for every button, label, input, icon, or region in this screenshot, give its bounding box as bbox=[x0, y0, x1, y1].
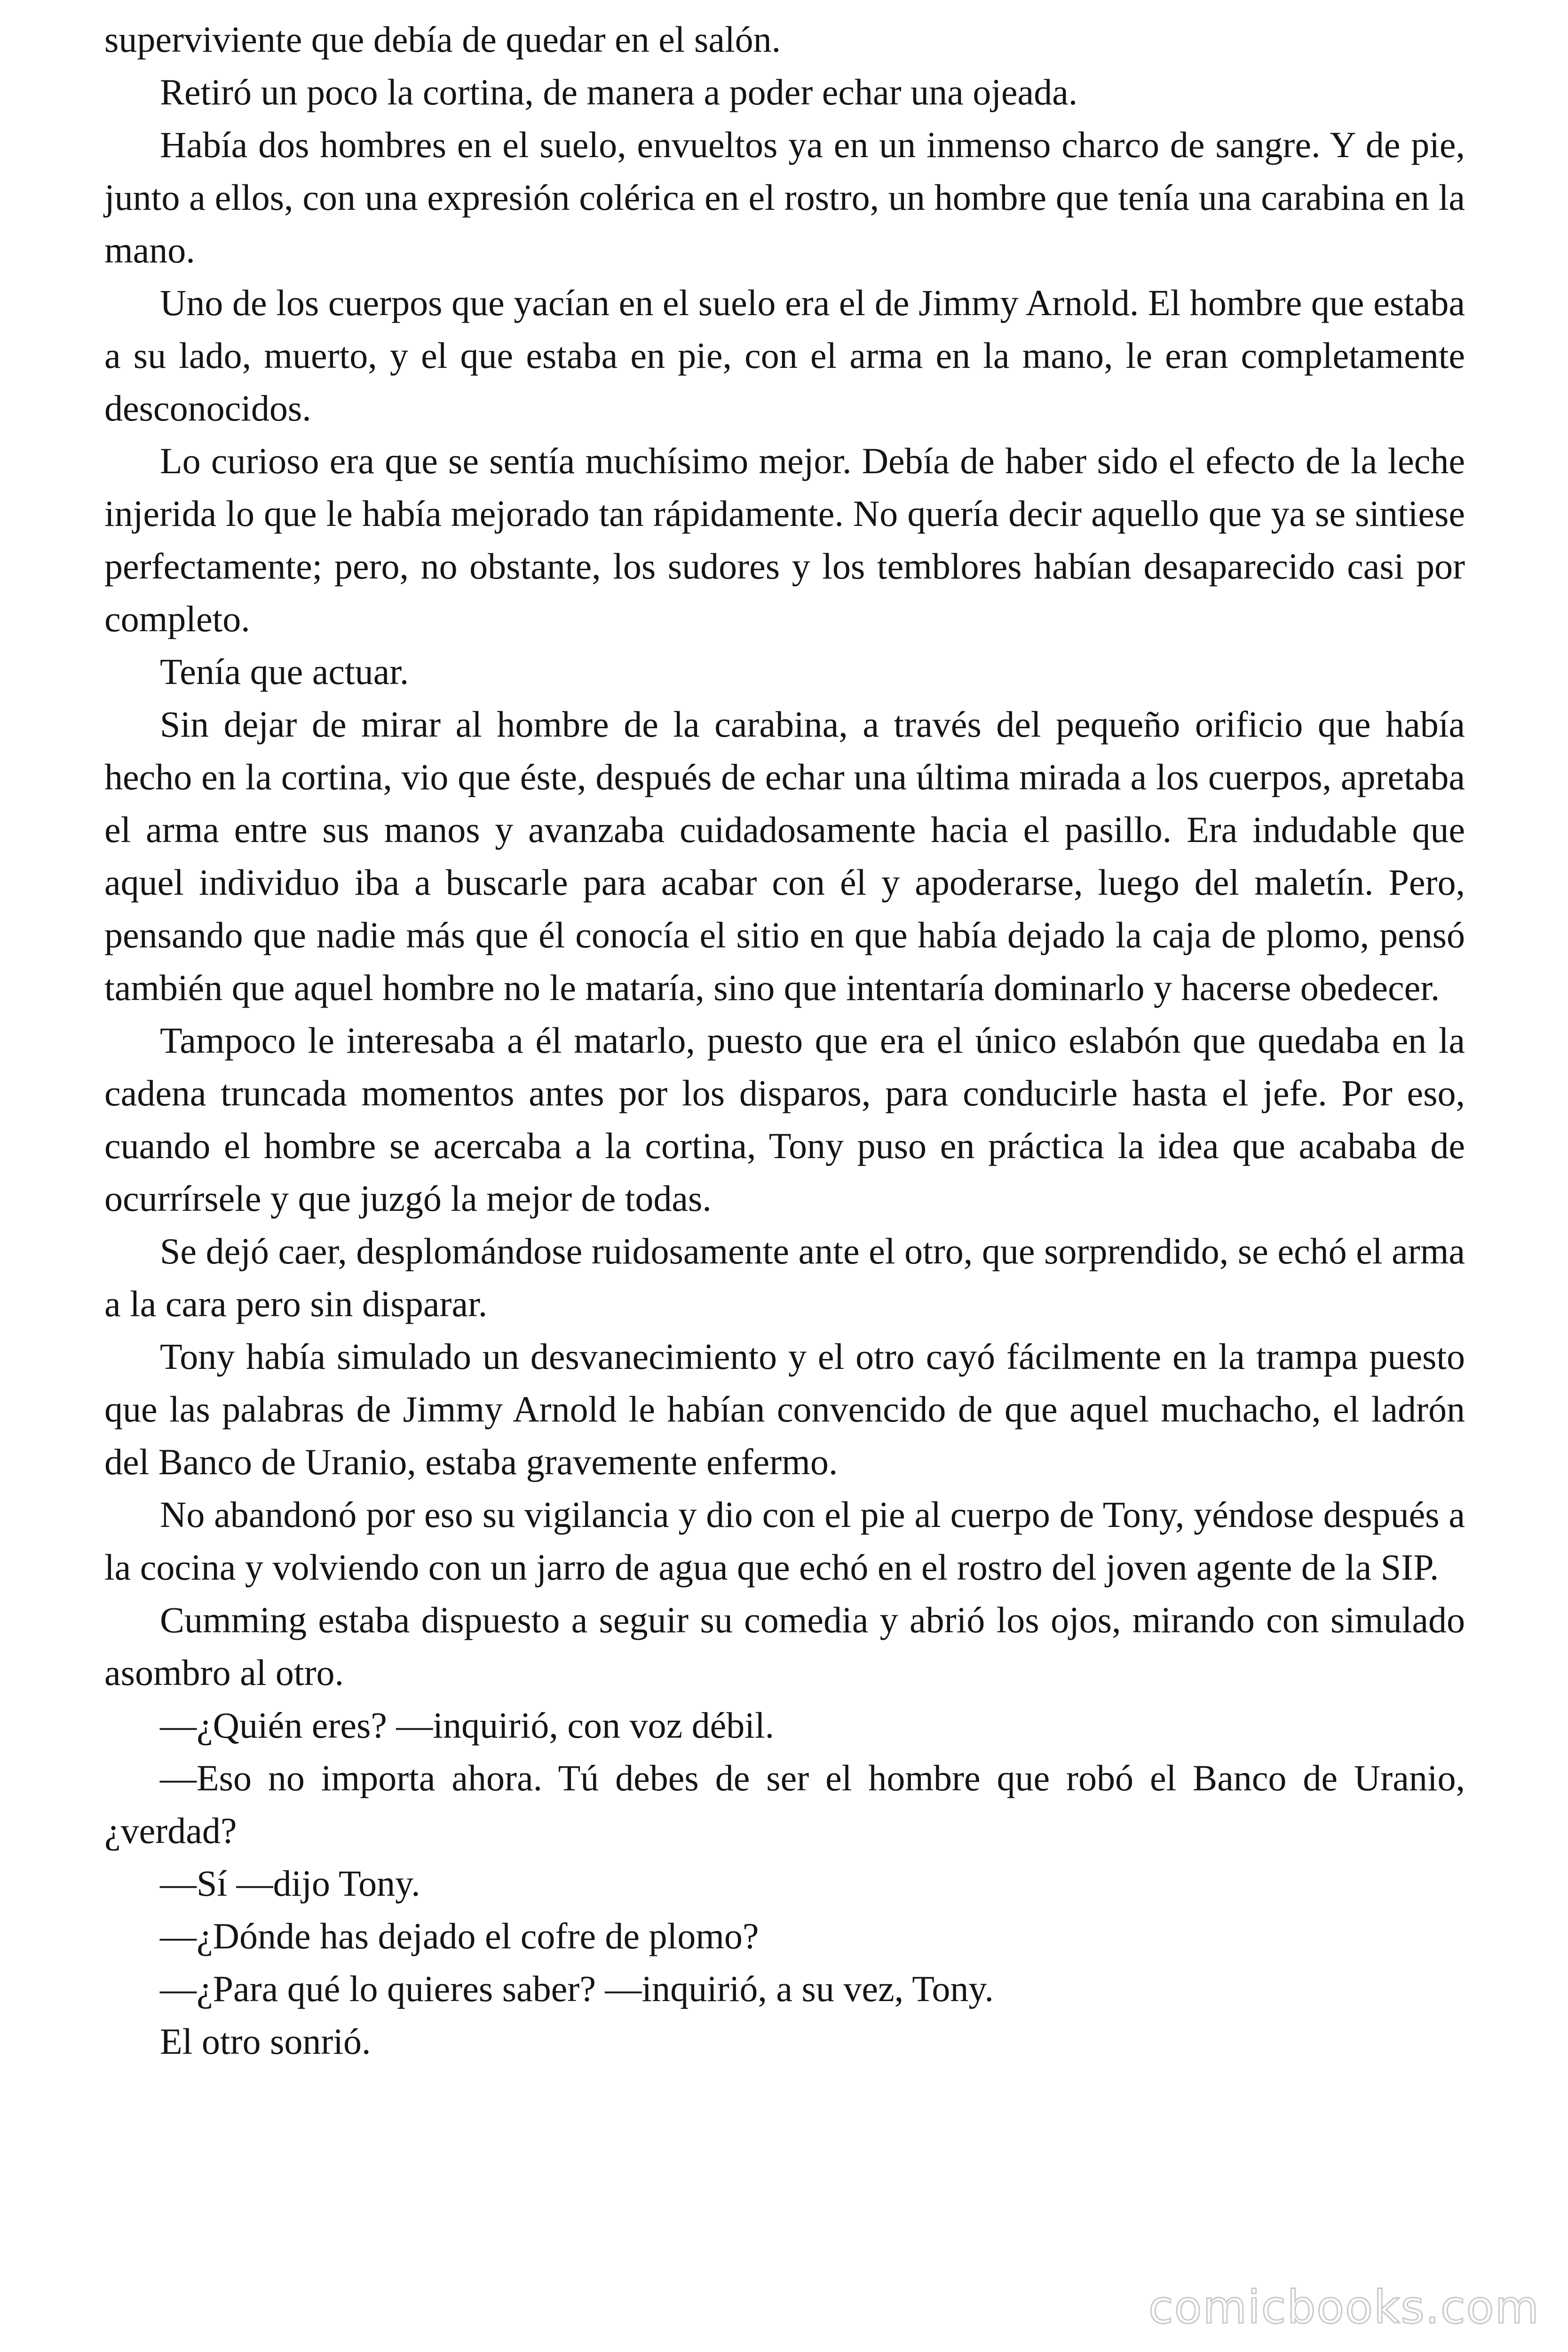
paragraph-continuation: superviviente que debía de quedar en el salón. bbox=[104, 19, 781, 60]
book-page-text bbox=[104, 13, 1465, 2068]
paragraph: Retiró un poco la cortina, de manera a poder echar una ojeada. bbox=[160, 72, 1078, 112]
dialogue-line: —Eso no importa ahora. Tú debes de ser el hombre que robó el Banco de Uranio, ¿verdad? bbox=[104, 1757, 1465, 1851]
dialogue-line: —Sí —dijo Tony. bbox=[160, 1863, 420, 1904]
paragraph: No abandonó por eso su vigilancia y dio con el pie al cuerpo de Tony, yéndose después a la cocina y volviendo con un jarro de agua que echó en el rostro del joven agente de la SIP. bbox=[104, 1494, 1465, 1588]
paragraph: Sin dejar de mirar al hombre de la carabina, a través del pequeño orificio que había hecho en la cortina, vio que éste, después de echar una última mirada a los cuerpos, apretaba el arma entre sus manos y avanzaba cuidadosamente hacia el pasillo. Era indudable que aquel individuo iba a buscarle para acabar con él y apoderarse, luego del maletín. Pero, pensando que nadie más que él conocía el sitio en que había dejado la caja de plomo, pensó también que aquel hombre no le mataría, sino que intentaría dominarlo y hacerse obedecer. bbox=[104, 704, 1465, 1008]
paragraph: El otro sonrió. bbox=[160, 2021, 371, 2062]
paragraph: Uno de los cuerpos que yacían en el suelo era el de Jimmy Arnold. El hombre que estaba a su lado, muerto, y el que estaba en pie, con el arma en la mano, le eran completamente desconocidos. bbox=[104, 282, 1465, 429]
dialogue-line: —¿Quién eres? —inquirió, con voz débil. bbox=[160, 1705, 775, 1746]
paragraph: Tampoco le interesaba a él matarlo, puesto que era el único eslabón que quedaba en la cadena truncada momentos antes por los disparos, para conducirle hasta el jefe. Por eso, cuando el hombre se acercaba a la cortina, Tony puso en práctica la idea que acababa de ocurrírsele y que juzgó la mejor de todas. bbox=[104, 1020, 1465, 1219]
paragraph: Cumming estaba dispuesto a seguir su comedia y abrió los ojos, mirando con simulado asombro al otro. bbox=[104, 1599, 1465, 1693]
paragraph: Había dos hombres en el suelo, envueltos ya en un inmenso charco de sangre. Y de pie, junto a ellos, con una expresión colérica en el rostro, un hombre que tenía una carabina en la mano. bbox=[104, 124, 1465, 270]
dialogue-line: —¿Dónde has dejado el cofre de plomo? bbox=[160, 1915, 759, 1956]
paragraph: Se dejó caer, desplomándose ruidosamente ante el otro, que sorprendido, se echó el arma a la cara pero sin disparar. bbox=[104, 1231, 1465, 1324]
paragraph: Tony había simulado un desvanecimiento y el otro cayó fácilmente en la trampa puesto que las palabras de Jimmy Arnold le habían convencido de que aquel muchacho, el ladrón del Banco de Uranio, estaba gravemente enfermo. bbox=[104, 1336, 1465, 1482]
paragraph: Tenía que actuar. bbox=[160, 651, 409, 692]
watermark-logo: comicbooks.com bbox=[1148, 2281, 1540, 2334]
dialogue-line: —¿Para qué lo quieres saber? —inquirió, a su vez, Tony. bbox=[160, 1968, 994, 2009]
paragraph: Lo curioso era que se sentía muchísimo mejor. Debía de haber sido el efecto de la leche injerida lo que le había mejorado tan rápidamente. No quería decir aquello que ya se sintiese perfectamente; pero, no obstante, los sudores y los temblores habían desaparecido casi por completo. bbox=[104, 440, 1465, 639]
